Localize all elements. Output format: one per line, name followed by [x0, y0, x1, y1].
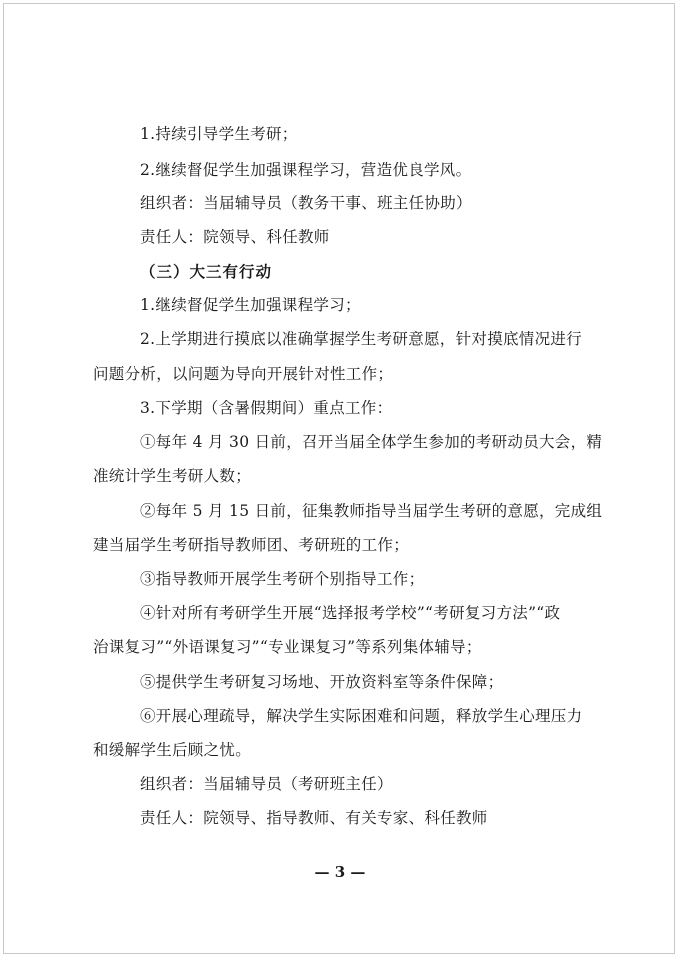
text-line: 准统计学生考研人数；	[93, 467, 252, 485]
text-line: 治课复习”“外语课复习”“专业课复习”等系列集体辅导；	[93, 638, 482, 656]
text-line: 建当届学生考研指导教师团、考研班的工作；	[93, 536, 410, 554]
text-line: 责任人：院领导、指导教师、有关专家、科任教师	[140, 809, 488, 827]
text-line: 2.上学期进行摸底以准确掌握学生考研意愿，针对摸底情况进行	[140, 330, 582, 348]
text-line: 1.持续引导学生考研；	[140, 125, 298, 143]
text-line: ①每年 4 月 30 日前，召开当届全体学生参加的考研动员大会，精	[140, 433, 603, 451]
text-line: 和缓解学生后顾之忧。	[93, 741, 252, 759]
text-line: 1.继续督促学生加强课程学习；	[140, 296, 361, 314]
section-heading: （三）大三有行动	[140, 262, 273, 281]
text-line: 责任人：院领导、科任教师	[140, 228, 330, 246]
text-line: ④针对所有考研学生开展“选择报考学校”“考研复习方法”“政	[140, 604, 561, 622]
text-line: ⑥开展心理疏导，解决学生实际困难和问题，释放学生心理压力	[140, 707, 583, 725]
text-line: 问题分析，以问题为导向开展针对性工作；	[93, 365, 394, 383]
text-line: 2.继续督促学生加强课程学习，营造优良学风。	[140, 161, 472, 179]
text-line: ⑤提供学生考研复习场地、开放资料室等条件保障；	[140, 673, 504, 691]
page-number: — 3 —	[314, 863, 366, 881]
text-line: 组织者：当届辅导员（教务干事、班主任协助）	[140, 194, 472, 212]
text-line: 组织者：当届辅导员（考研班主任）	[140, 775, 393, 793]
text-line: ②每年 5 月 15 日前，征集教师指导当届学生考研的意愿，完成组	[140, 502, 603, 520]
text-line: 3.下学期（含暑假期间）重点工作：	[140, 399, 393, 417]
text-line: ③指导教师开展学生考研个别指导工作；	[140, 570, 425, 588]
